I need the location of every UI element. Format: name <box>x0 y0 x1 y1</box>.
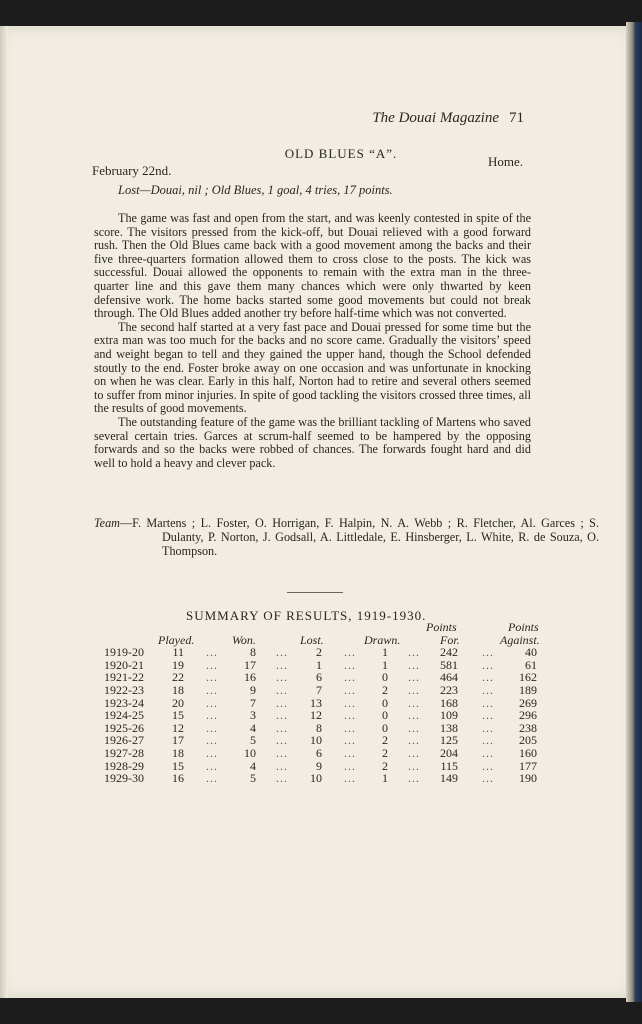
leader-dots: ... <box>206 708 218 723</box>
played-cell: 19 <box>172 657 184 672</box>
leader-dots: ... <box>206 720 218 735</box>
lost-cell: 9 <box>316 758 322 773</box>
leader-dots: ... <box>482 670 494 685</box>
leader-dots: ... <box>408 657 420 672</box>
table-row <box>96 670 542 683</box>
leader-dots: ... <box>408 758 420 773</box>
report-paragraph: The outstanding feature of the game was the brilliant tackling of Martens who saved several certain tries. Garces at scrum-half seemed to be hampered by the opposing forwards and so the backs were robbed of chances. The forwards fought hard and did well to hold a heavy and clever pack. <box>94 414 531 470</box>
section-divider <box>287 592 343 593</box>
leader-dots: ... <box>408 645 420 660</box>
points-for-cell: 581 <box>440 657 458 672</box>
points-against-cell: 189 <box>519 682 537 697</box>
header-won: Won. <box>232 632 256 647</box>
season-cell: 1922-23 <box>104 682 144 697</box>
leader-dots: ... <box>276 758 288 773</box>
leader-dots: ... <box>344 708 356 723</box>
leader-dots: ... <box>408 733 420 748</box>
played-cell: 18 <box>172 682 184 697</box>
leader-dots: ... <box>206 670 218 685</box>
table-row <box>96 696 542 709</box>
leader-dots: ... <box>276 657 288 672</box>
header-lost: Lost. <box>300 632 324 647</box>
played-cell: 17 <box>172 733 184 748</box>
leader-dots: ... <box>276 695 288 710</box>
table-row <box>96 683 542 696</box>
leader-dots: ... <box>276 708 288 723</box>
leader-dots: ... <box>276 682 288 697</box>
leader-dots: ... <box>482 695 494 710</box>
drawn-cell: 2 <box>382 682 388 697</box>
match-title: OLD BLUES “A”. <box>284 146 398 161</box>
book-edge <box>626 22 642 1002</box>
leader-dots: ... <box>344 645 356 660</box>
points-against-cell: 160 <box>519 745 537 760</box>
drawn-cell: 1 <box>382 657 388 672</box>
leader-dots: ... <box>206 645 218 660</box>
drawn-cell: 2 <box>382 733 388 748</box>
leader-dots: ... <box>276 645 288 660</box>
leader-dots: ... <box>408 745 420 760</box>
match-venue: Home. <box>488 154 524 169</box>
leader-dots: ... <box>344 670 356 685</box>
leader-dots: ... <box>482 733 494 748</box>
header-points-for-top: Points <box>426 620 457 634</box>
points-against-cell: 162 <box>519 670 537 685</box>
points-against-cell: 190 <box>519 771 537 786</box>
points-for-cell: 168 <box>440 695 458 710</box>
won-cell: 7 <box>250 695 256 710</box>
table-row <box>96 708 542 721</box>
lost-cell: 8 <box>316 720 322 735</box>
points-against-cell: 40 <box>525 645 537 660</box>
lost-cell: 12 <box>310 708 322 723</box>
table-row <box>96 658 542 671</box>
points-against-cell: 238 <box>519 720 537 735</box>
lost-cell: 10 <box>310 771 322 786</box>
played-cell: 22 <box>172 670 184 685</box>
leader-dots: ... <box>482 745 494 760</box>
won-cell: 3 <box>250 708 256 723</box>
leader-dots: ... <box>276 670 288 685</box>
leader-dots: ... <box>408 682 420 697</box>
leader-dots: ... <box>206 771 218 786</box>
match-result: Lost—Douai, nil ; Old Blues, 1 goal, 4 tries, 17 points. <box>118 183 393 197</box>
leader-dots: ... <box>206 657 218 672</box>
drawn-cell: 0 <box>382 720 388 735</box>
drawn-cell: 0 <box>382 695 388 710</box>
leader-dots: ... <box>408 720 420 735</box>
table-row <box>96 645 542 658</box>
leader-dots: ... <box>344 695 356 710</box>
leader-dots: ... <box>206 758 218 773</box>
leader-dots: ... <box>276 733 288 748</box>
report-paragraph: The second half started at a very fast pace and Douai pressed for some time but the extra man was too much for the backs and no score came. Gradually the visitors’ speed and weight began to tell and they gained the upper hand, though the School defended stoutly to the end. Foster broke away on one occasion and was unfortunate in knocking on when he was clear. Early in this half, Norton had to retire and several others seemed to suffer from minor injuries. In spite of good tackling the visitors crossed three times, all the results of good movements. <box>94 319 531 416</box>
points-for-cell: 115 <box>440 758 458 773</box>
lost-cell: 6 <box>316 745 322 760</box>
leader-dots: ... <box>206 745 218 760</box>
points-for-cell: 138 <box>440 720 458 735</box>
lost-cell: 2 <box>316 645 322 660</box>
table-row <box>96 759 542 772</box>
table-row <box>96 721 542 734</box>
season-cell: 1920-21 <box>104 657 144 672</box>
leader-dots: ... <box>482 758 494 773</box>
lost-cell: 7 <box>316 682 322 697</box>
points-for-cell: 109 <box>440 708 458 723</box>
points-for-cell: 464 <box>440 670 458 685</box>
leader-dots: ... <box>344 758 356 773</box>
table-header-top <box>96 620 542 633</box>
leader-dots: ... <box>206 682 218 697</box>
played-cell: 12 <box>172 720 184 735</box>
won-cell: 4 <box>250 720 256 735</box>
points-against-cell: 269 <box>519 695 537 710</box>
leader-dots: ... <box>482 720 494 735</box>
season-cell: 1919-20 <box>104 645 144 660</box>
points-for-cell: 242 <box>440 645 458 660</box>
points-for-cell: 223 <box>440 682 458 697</box>
drawn-cell: 1 <box>382 645 388 660</box>
leader-dots: ... <box>344 733 356 748</box>
match-report <box>94 212 531 470</box>
season-cell: 1921-22 <box>104 670 144 685</box>
leader-dots: ... <box>482 771 494 786</box>
leader-dots: ... <box>482 708 494 723</box>
played-cell: 20 <box>172 695 184 710</box>
leader-dots: ... <box>408 771 420 786</box>
summary-table <box>96 620 542 784</box>
played-cell: 16 <box>172 771 184 786</box>
season-cell: 1923-24 <box>104 695 144 710</box>
season-cell: 1927-28 <box>104 745 144 760</box>
leader-dots: ... <box>408 670 420 685</box>
leader-dots: ... <box>482 657 494 672</box>
points-against-cell: 205 <box>519 733 537 748</box>
leader-dots: ... <box>344 771 356 786</box>
won-cell: 9 <box>250 682 256 697</box>
leader-dots: ... <box>276 771 288 786</box>
running-header <box>372 110 524 127</box>
points-against-cell: 177 <box>519 758 537 773</box>
leader-dots: ... <box>206 733 218 748</box>
team-label: Team <box>94 516 120 530</box>
won-cell: 5 <box>250 771 256 786</box>
table-row <box>96 733 542 746</box>
drawn-cell: 0 <box>382 708 388 723</box>
drawn-cell: 0 <box>382 670 388 685</box>
drawn-cell: 2 <box>382 745 388 760</box>
lost-cell: 13 <box>310 695 322 710</box>
played-cell: 15 <box>172 708 184 723</box>
header-points-for: For. <box>440 632 460 647</box>
points-for-cell: 204 <box>440 745 458 760</box>
leader-dots: ... <box>276 745 288 760</box>
drawn-cell: 1 <box>382 771 388 786</box>
leader-dots: ... <box>408 708 420 723</box>
won-cell: 17 <box>244 657 256 672</box>
won-cell: 5 <box>250 733 256 748</box>
summary-title: SUMMARY OF RESULTS, 1919-1930. <box>186 608 427 623</box>
lost-cell: 10 <box>310 733 322 748</box>
leader-dots: ... <box>276 720 288 735</box>
leader-dots: ... <box>344 657 356 672</box>
header-played: Played. <box>158 632 195 647</box>
leader-dots: ... <box>344 745 356 760</box>
team-list <box>94 516 599 558</box>
season-cell: 1928-29 <box>104 758 144 773</box>
points-against-cell: 296 <box>519 708 537 723</box>
season-cell: 1924-25 <box>104 708 144 723</box>
leader-dots: ... <box>408 695 420 710</box>
points-for-cell: 149 <box>440 771 458 786</box>
table-row <box>96 771 542 784</box>
won-cell: 4 <box>250 758 256 773</box>
played-cell: 11 <box>172 645 184 660</box>
won-cell: 8 <box>250 645 256 660</box>
won-cell: 16 <box>244 670 256 685</box>
book-gutter <box>0 26 8 998</box>
leader-dots: ... <box>482 682 494 697</box>
played-cell: 18 <box>172 745 184 760</box>
header-drawn: Drawn. <box>364 632 401 647</box>
lost-cell: 6 <box>316 670 322 685</box>
played-cell: 15 <box>172 758 184 773</box>
leader-dots: ... <box>344 682 356 697</box>
season-cell: 1926-27 <box>104 733 144 748</box>
leader-dots: ... <box>206 695 218 710</box>
match-date: February 22nd. <box>92 163 172 178</box>
drawn-cell: 2 <box>382 758 388 773</box>
won-cell: 10 <box>244 745 256 760</box>
season-cell: 1929-30 <box>104 771 144 786</box>
table-row <box>96 746 542 759</box>
header-points-against: Against. <box>500 632 540 647</box>
points-for-cell: 125 <box>440 733 458 748</box>
leader-dots: ... <box>344 720 356 735</box>
report-paragraph: The game was fast and open from the start, and was keenly contested in spite of the score. The visitors pressed from the kick-off, but Douai relieved with a good forward rush. Then the Old Blues came back with a good movement among the backs and their five three-quarters formation allowed them to cross close to the posts. The kick was successful. Douai allowed the opponents to remain with the extra man in the three-quarter line and this gave them many chances which were only thwarted by keen defensive work. The home backs started some good movements but could not break through. The Old Blues added another try before half-time which was not converted. <box>94 211 531 321</box>
points-against-cell: 61 <box>525 657 537 672</box>
season-cell: 1925-26 <box>104 720 144 735</box>
leader-dots: ... <box>482 645 494 660</box>
lost-cell: 1 <box>316 657 322 672</box>
header-points-against-top: Points <box>508 620 539 634</box>
table-header <box>96 633 542 646</box>
magazine-title: The Douai Magazine <box>372 110 499 126</box>
team-players: —F. Martens ; L. Foster, O. Horrigan, F. Halpin, N. A. Webb ; R. Fletcher, Al. Garces ; S. Dulanty, P. Norton, J. Godsall, A. Littledale, E. Hinsberger, L. White, R. de Souza, O. Thompson. <box>119 516 599 558</box>
page-number: 71 <box>509 110 524 126</box>
